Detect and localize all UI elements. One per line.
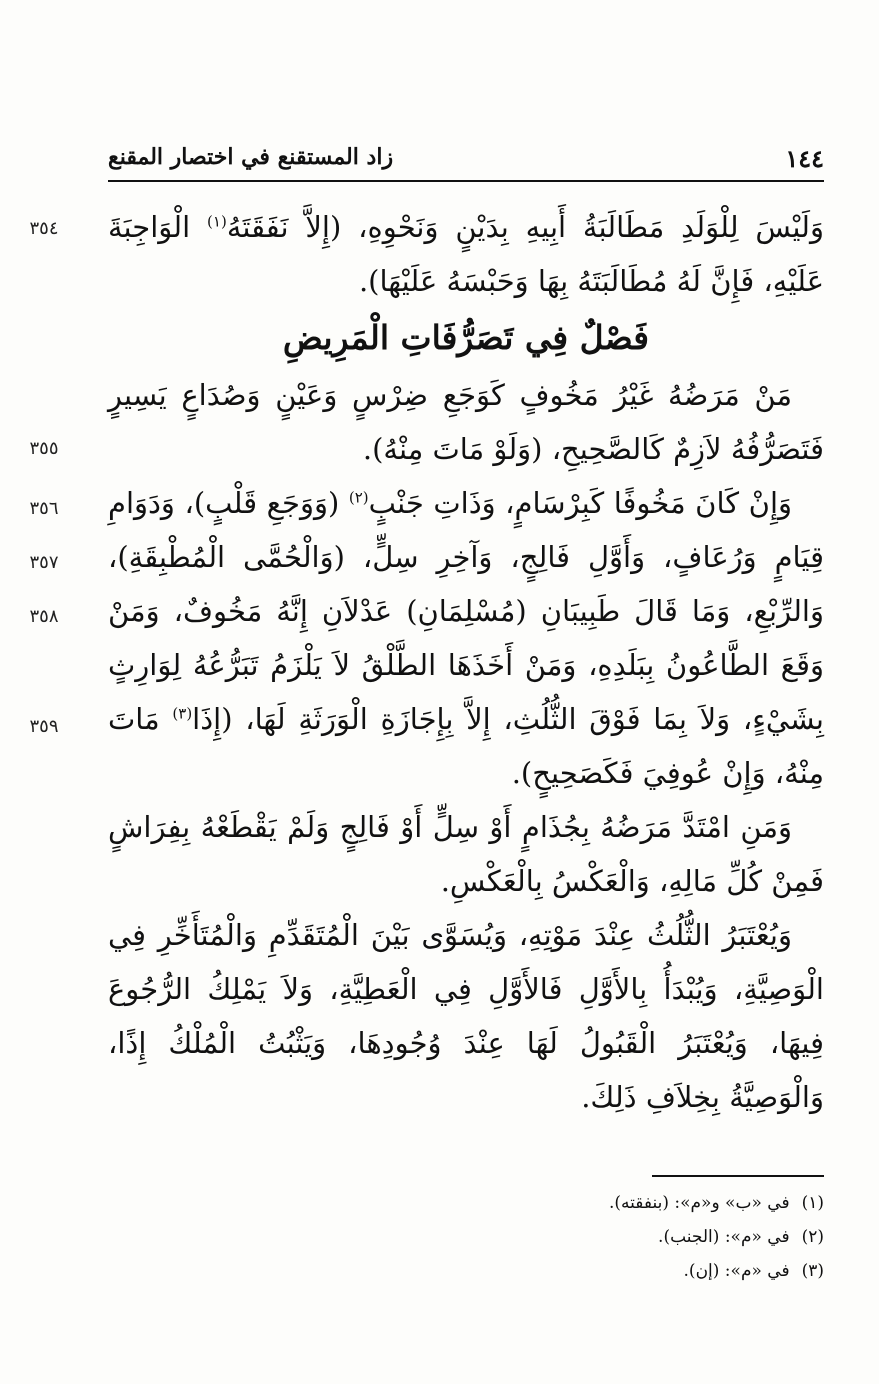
section-heading: فَصْلٌ فِي تَصَرُّفَاتِ الْمَرِيضِ bbox=[282, 318, 650, 357]
paragraph-2: مَنْ مَرَضُهُ غَيْرُ مَخُوفٍ كَوَجَعِ ضِرْسٍ وَعَيْنٍ وَصُدَاعٍ يَسِيرٍ فَتَصَرُّفُهُ لاَزِمٌ كَالصَّحِيحِ، (وَلَوْ مَاتَ مِنْهُ). bbox=[108, 378, 824, 466]
page-header bbox=[108, 142, 824, 180]
footnote-ref-1: (١) bbox=[207, 212, 227, 231]
footnote-ref-2: (٢) bbox=[348, 488, 369, 507]
book-title: زاد المستقنع في اختصار المقنع bbox=[108, 144, 394, 170]
margin-number: ٣٥٩ bbox=[29, 716, 59, 737]
margin-number: ٣٥٤ bbox=[29, 218, 59, 239]
paragraph-4: وَمَنِ امْتَدَّ مَرَضُهُ بِجُذَامٍ أَوْ سِلٍّ أَوْ فَالِجٍ وَلَمْ يَقْطَعْهُ بِفِرَاشٍ فَمِنْ كُلِّ مَالِهِ، وَالْعَكْسُ بِالْعَكْسِ. bbox=[108, 810, 824, 898]
footnotes bbox=[108, 1186, 824, 1288]
paragraph-5: وَيُعْتَبَرُ الثُّلُثُ عِنْدَ مَوْتِهِ، وَيُسَوَّى بَيْنَ الْمُتَقَدِّمِ وَالْمُتَأَخِّرِ فِي الْوَصِيَّةِ، وَيُبْدَأُ بِالأَوَّلِ فَالأَوَّلِ فِي الْعَطِيَّةِ، وَلاَ يَمْلِكُ الرُّجُوعَ فِيهَا، وَيُعْتَبَرُ الْقَبُولُ لَهَا عِنْدَ وُجُودِهَا، وَيَثْبُتُ الْمُلْكُ إِذًا، وَالْوَصِيَّةُ بِخِلاَفِ ذَلِكَ. bbox=[108, 918, 824, 1114]
main-text bbox=[108, 200, 824, 1124]
paragraph-1: وَلَيْسَ لِلْوَلَدِ مَطَالَبَةُ أَبِيهِ بِدَيْنٍ وَنَحْوِهِ، (إِلاَّ نَفَقَتَهُ$^{(١)}$ الْوَاجِبَةَ عَلَيْهِ، فَإِنَّ لَهُ مُطَالَبَتَهُ بِهَا وَحَبْسَهُ عَلَيْهَا). bbox=[108, 210, 824, 298]
margin-number: ٣٥٧ bbox=[29, 552, 59, 573]
footnote-divider bbox=[652, 1175, 824, 1177]
footnote-ref-3: (٣) bbox=[172, 704, 193, 723]
margin-number: ٣٥٦ bbox=[29, 498, 59, 519]
footnote-2: (٢)في «م»: (الجنب). bbox=[658, 1227, 824, 1247]
paragraph-3: وَإِنْ كَانَ مَخُوفًا كَبِرْسَامٍ، وَذَاتِ جَنْبٍ$^{(٢)}$ (وَوَجَعِ قَلْبٍ)، وَدَوَامِ قِيَامٍ وَرُعَافٍ، وَأَوَّلِ فَالِجٍ، وَآخِرِ سِلٍّ، (وَالْحُمَّى الْمُطْبِقَةِ)، وَالرِّبْعِ، وَمَا قَالَ طَبِيبَانِ (مُسْلِمَانِ) عَدْلاَنِ إِنَّهُ مَخُوفٌ، وَمَنْ وَقَعَ الطَّاعُونُ بِبَلَدِهِ، وَمَنْ أَخَذَهَا الطَّلْقُ لاَ يَلْزَمُ تَبَرُّعُهُ لِوَارِثٍ بِشَيْءٍ، وَلاَ بِمَا فَوْقَ الثُّلُثِ، إِلاَّ بِإِجَازَةِ الْوَرَثَةِ لَهَا، (إِذَا$^{(٣)}$ مَاتَ مِنْهُ، وَإِنْ عُوفِيَ فَكَصَحِيحٍ). bbox=[108, 486, 825, 790]
footnote-3: (٣)في «م»: (إن). bbox=[683, 1261, 824, 1281]
header-divider bbox=[108, 180, 824, 182]
margin-number: ٣٥٥ bbox=[29, 438, 59, 459]
margin-number: ٣٥٨ bbox=[29, 606, 59, 627]
footnote-1: (١)في «ب» و«م»: (بنفقته). bbox=[609, 1193, 824, 1213]
page-number: ١٤٤ bbox=[785, 144, 824, 173]
